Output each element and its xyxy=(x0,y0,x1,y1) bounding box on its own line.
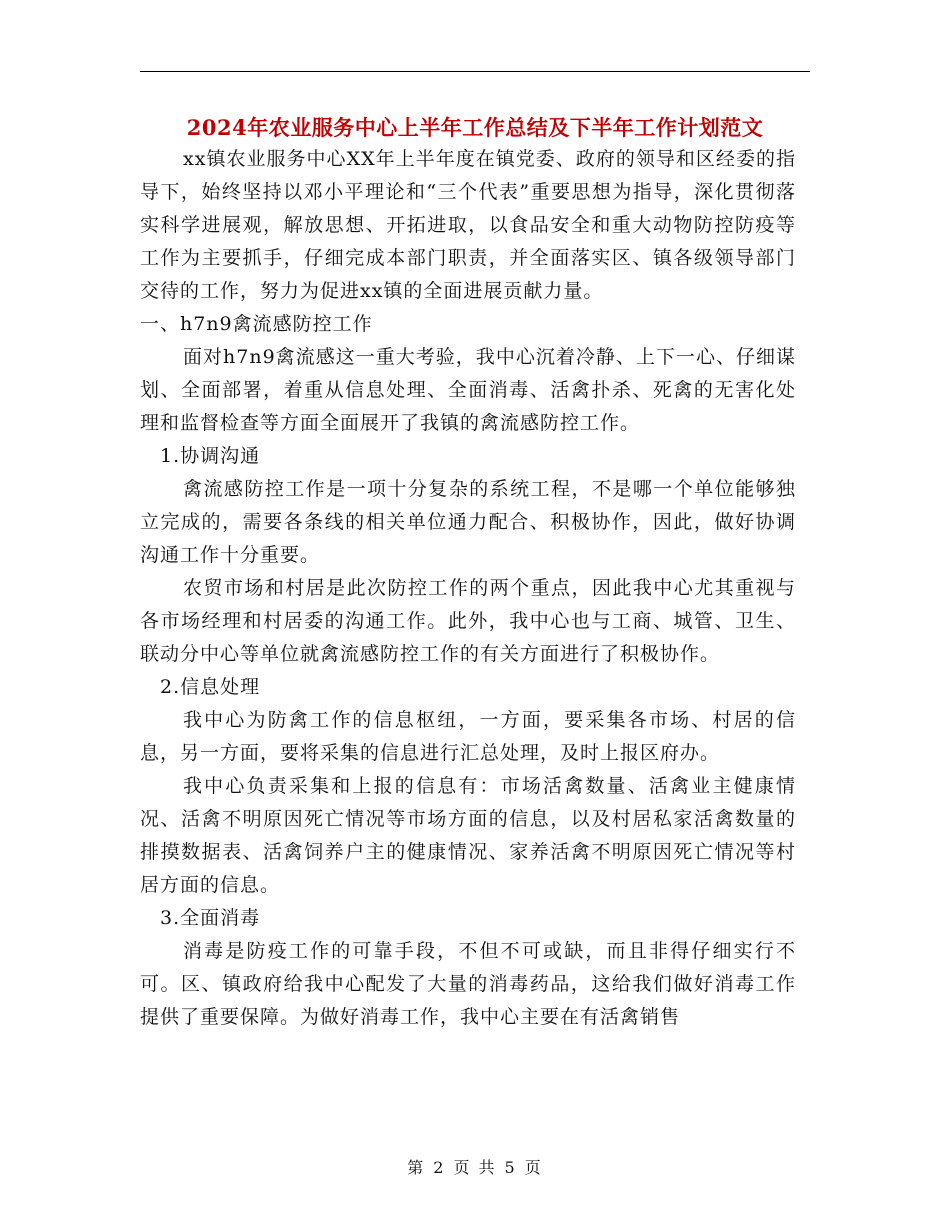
page-footer xyxy=(0,1155,950,1178)
footer-prefix: 第 xyxy=(407,1158,426,1177)
subsection-heading-2: 2.信息处理 xyxy=(160,676,261,698)
paragraph: 农贸市场和村居是此次防控工作的两个重点，因此我中心尤其重视与各市场经理和村居委的沟通工作。此外，我中心也与工商、城管、卫生、联动分中心等单位就禽流感防控工作的有关方面进行了积极协作。 xyxy=(140,577,796,665)
footer-total-pages: 5 xyxy=(504,1158,517,1177)
paragraph: 我中心负责采集和上报的信息有：市场活禽数量、活禽业主健康情况、活禽不明原因死亡情况等市场方面的信息，以及村居私家活禽数量的排摸数据表、活禽饲养户主的健康情况、家养活禽不明原因死亡情况等村居方面的信息。 xyxy=(140,775,796,896)
subsection-heading-3: 3.全面消毒 xyxy=(160,907,261,929)
subsection-heading-1: 1.协调沟通 xyxy=(160,445,261,467)
footer-page-number: 2 xyxy=(433,1158,446,1177)
footer-suffix: 页 xyxy=(524,1158,543,1177)
paragraph-intro: xx镇农业服务中心XX年上半年度在镇党委、政府的领导和区经委的指导下，始终坚持以邓小平理论和“三个代表”重要思想为指导，深化贯彻落实科学进展观，解放思想、开拓进取，以食品安全和重大动物防控防疫等工作为主要抓手，仔细完成本部门职责，并全面落实区、镇各级领导部门交待的工作，努力为促进xx镇的全面进展贡献力量。 xyxy=(140,148,796,302)
section-heading-1: 一、h7n9禽流感防控工作 xyxy=(140,313,373,335)
paragraph: 消毒是防疫工作的可靠手段，不但不可或缺，而且非得仔细实行不可。区、镇政府给我中心配发了大量的消毒药品，这给我们做好消毒工作提供了重要保障。为做好消毒工作，我中心主要在有活禽销售 xyxy=(140,940,796,1028)
footer-middle: 页 共 xyxy=(453,1158,497,1177)
paragraph: 禽流感防控工作是一项十分复杂的系统工程，不是哪一个单位能够独立完成的，需要各条线的相关单位通力配合、积极协作，因此，做好协调沟通工作十分重要。 xyxy=(140,478,796,566)
paragraph: 面对h7n9禽流感这一重大考验，我中心沉着冷静、上下一心、仔细谋划、全面部署，着重从信息处理、全面消毒、活禽扑杀、死禽的无害化处理和监督检查等方面全面展开了我镇的禽流感防控工作。 xyxy=(140,346,796,434)
document-body xyxy=(140,143,796,1034)
document-title: 2024年农业服务中心上半年工作总结及下半年工作计划范文 xyxy=(186,115,764,140)
paragraph: 我中心为防禽工作的信息枢纽，一方面，要采集各市场、村居的信息，另一方面，要将采集的信息进行汇总处理，及时上报区府办。 xyxy=(140,709,796,764)
header-rule xyxy=(140,71,810,72)
